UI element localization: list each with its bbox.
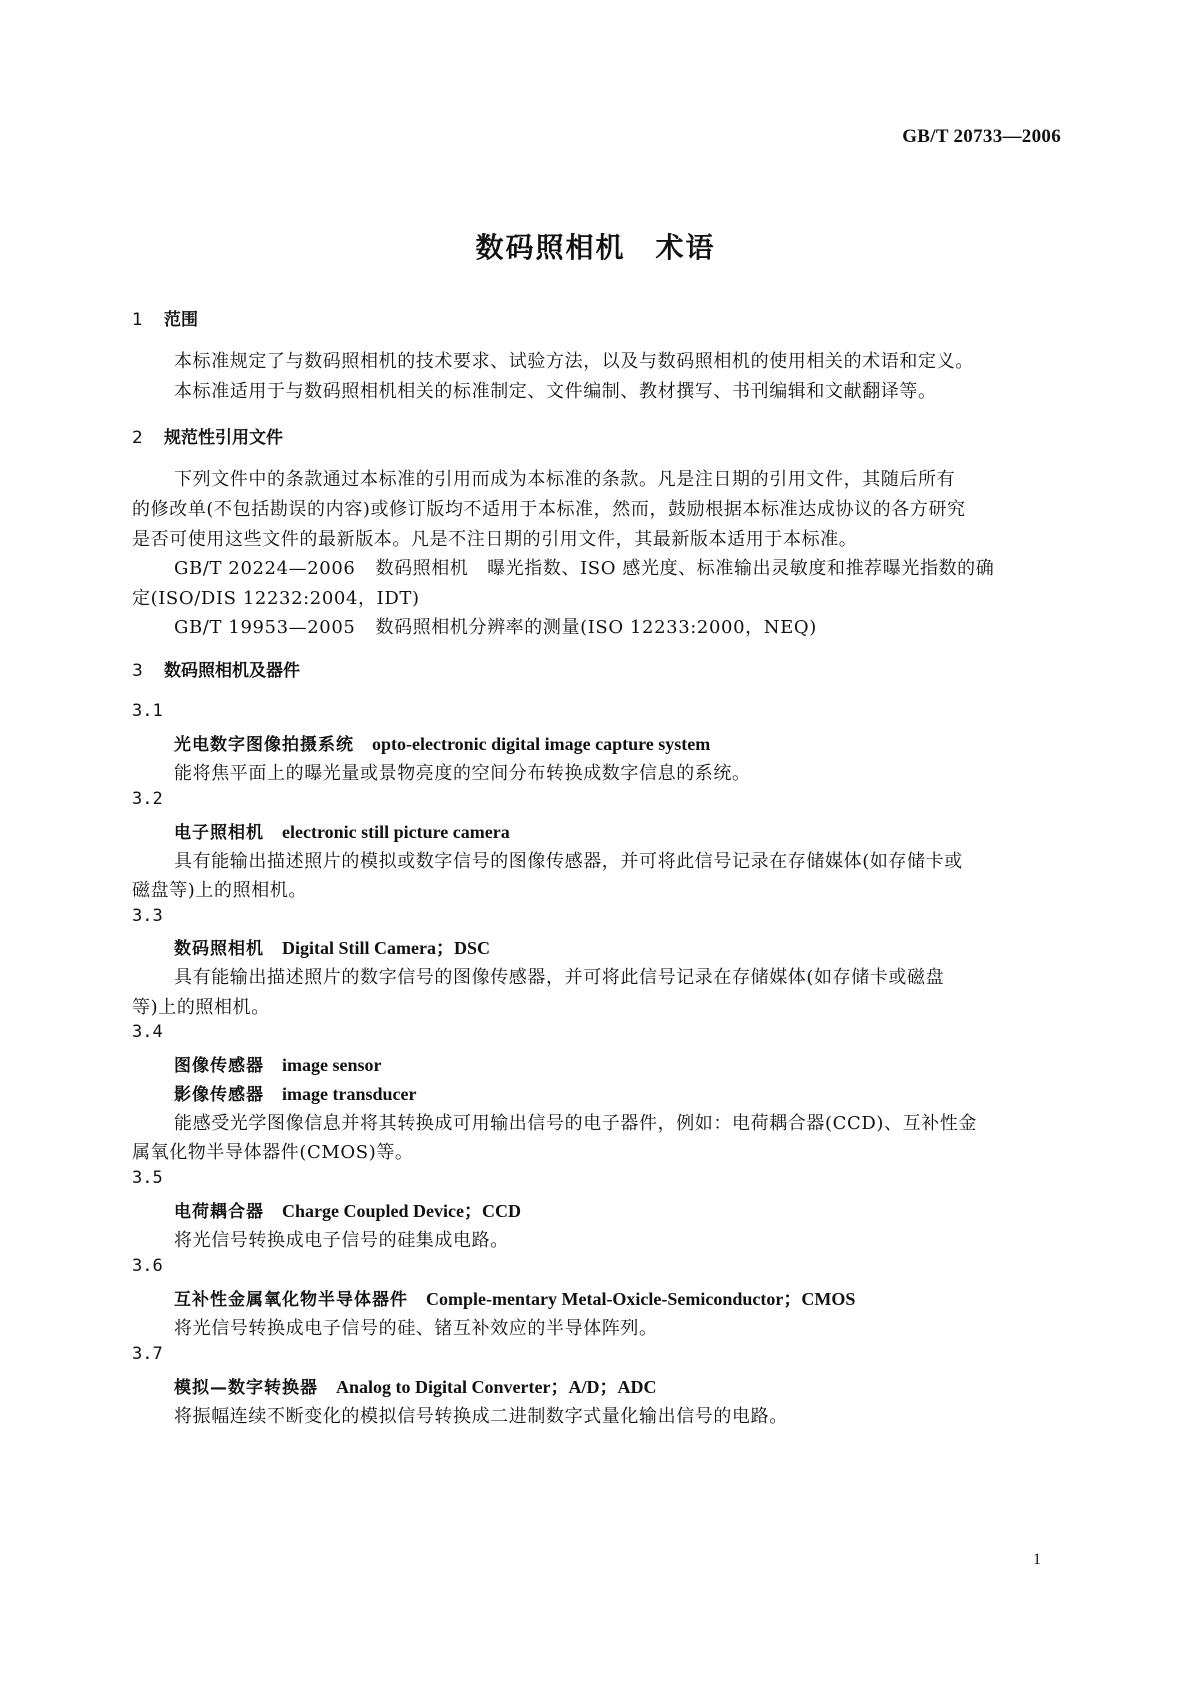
term-en: electronic still picture camera xyxy=(282,822,510,842)
clause-number: 3.2 xyxy=(132,789,163,809)
paragraph: 本标准适用于与数码照相机相关的标准制定、文件编制、教材撰写、书刊编辑和文献翻译等。 xyxy=(174,381,937,402)
term-en: image sensor xyxy=(282,1055,382,1075)
definition: 具有能输出描述照片的数字信号的图像传感器，并可将此信号记录在存储媒体(如存储卡或磁盘 xyxy=(174,967,945,988)
term-cn: 光电数字图像拍摄系统 xyxy=(174,735,354,755)
clause-number: 3.1 xyxy=(132,701,163,721)
paragraph: 本标准规定了与数码照相机的技术要求、试验方法，以及与数码照相机的使用相关的术语和定义。 xyxy=(174,351,974,372)
reference-title: 数码照相机 曝光指数、ISO 感光度、标准输出灵敏度和推荐曝光指数的确 xyxy=(375,558,995,579)
term-cn: 电荷耦合器 xyxy=(174,1202,264,1222)
reference-item xyxy=(174,613,817,639)
reference-continuation: 定(ISO/DIS 12232:2004，IDT) xyxy=(132,588,420,609)
term xyxy=(174,730,710,755)
definition: 能感受光学图像信息并将其转换成可用输出信号的电子器件，例如：电荷耦合器(CCD)、互补性金 xyxy=(174,1113,978,1134)
reference-code: GB/T 19953—2005 xyxy=(174,617,356,638)
definition: 等)上的照相机。 xyxy=(132,997,270,1018)
section-number: 3 xyxy=(132,661,143,681)
definition: 具有能输出描述照片的模拟或数字信号的图像传感器，并可将此信号记录在存储媒体(如存储卡或 xyxy=(174,851,963,872)
term-en: opto-electronic digital image capture system xyxy=(372,734,711,754)
definition: 将振幅连续不断变化的模拟信号转换成二进制数字式量化输出信号的电路。 xyxy=(174,1406,788,1427)
clause-number: 3.6 xyxy=(132,1256,163,1276)
term-en: image transducer xyxy=(282,1084,417,1104)
clause-number: 3.7 xyxy=(132,1344,163,1364)
paragraph-line: 的修改单(不包括勘误的内容)或修订版均不适用于本标准，然而，鼓励根据本标准达成协议的各方研究 xyxy=(132,499,966,520)
term xyxy=(174,1285,855,1311)
term xyxy=(174,1373,656,1399)
term-en: Comple-mentary Metal-Oxicle-Semiconductor；CMOS xyxy=(426,1289,856,1309)
term-cn: 电子照相机 xyxy=(174,823,264,843)
term xyxy=(174,1051,381,1076)
document-title: 数码照相机 术语 xyxy=(475,231,716,264)
term xyxy=(174,1080,416,1105)
section-2-heading xyxy=(132,423,283,448)
definition: 属氧化物半导体器件(CMOS)等。 xyxy=(132,1142,414,1163)
definition: 将光信号转换成电子信号的硅、锗互补效应的半导体阵列。 xyxy=(174,1318,658,1339)
term-en: Analog to Digital Converter；A/D；ADC xyxy=(336,1377,657,1397)
clause-number: 3.4 xyxy=(132,1022,163,1042)
paragraph-line: 是否可使用这些文件的最新版本。凡是不注日期的引用文件，其最新版本适用于本标准。 xyxy=(132,529,858,550)
paragraph-line: 下列文件中的条款通过本标准的引用而成为本标准的条款。凡是注日期的引用文件，其随后所有 xyxy=(174,469,956,490)
section-title: 范围 xyxy=(164,310,198,330)
definition: 磁盘等)上的照相机。 xyxy=(132,880,308,901)
section-1-heading xyxy=(132,305,198,330)
page-number: 1 xyxy=(1033,1551,1041,1568)
standard-code: GB/T 20733—2006 xyxy=(902,126,1061,147)
reference-code: GB/T 20224—2006 xyxy=(174,558,356,579)
section-number: 1 xyxy=(132,310,143,330)
term-en: Charge Coupled Device；CCD xyxy=(282,1201,521,1221)
term xyxy=(174,818,510,843)
term-cn: 影像传感器 xyxy=(174,1085,264,1105)
term-cn: 图像传感器 xyxy=(174,1056,264,1076)
reference-item xyxy=(174,554,994,580)
section-number: 2 xyxy=(132,428,143,448)
term-cn: 互补性金属氧化物半导体器件 xyxy=(174,1290,408,1310)
clause-number: 3.3 xyxy=(132,906,163,926)
term-en: Digital Still Camera；DSC xyxy=(282,938,490,958)
definition: 能将焦平面上的曝光量或景物亮度的空间分布转换成数字信息的系统。 xyxy=(174,763,751,784)
reference-title: 数码照相机分辨率的测量(ISO 12233:2000，NEQ) xyxy=(375,617,817,638)
clause-number: 3.5 xyxy=(132,1168,163,1188)
term-cn: 数码照相机 xyxy=(174,939,264,959)
term xyxy=(174,1197,521,1223)
section-title: 数码照相机及器件 xyxy=(164,661,300,681)
section-3-heading xyxy=(132,656,300,681)
definition: 将光信号转换成电子信号的硅集成电路。 xyxy=(174,1230,509,1251)
term xyxy=(174,934,490,960)
section-title: 规范性引用文件 xyxy=(164,428,283,448)
term-cn: 模拟—数字转换器 xyxy=(174,1378,318,1398)
